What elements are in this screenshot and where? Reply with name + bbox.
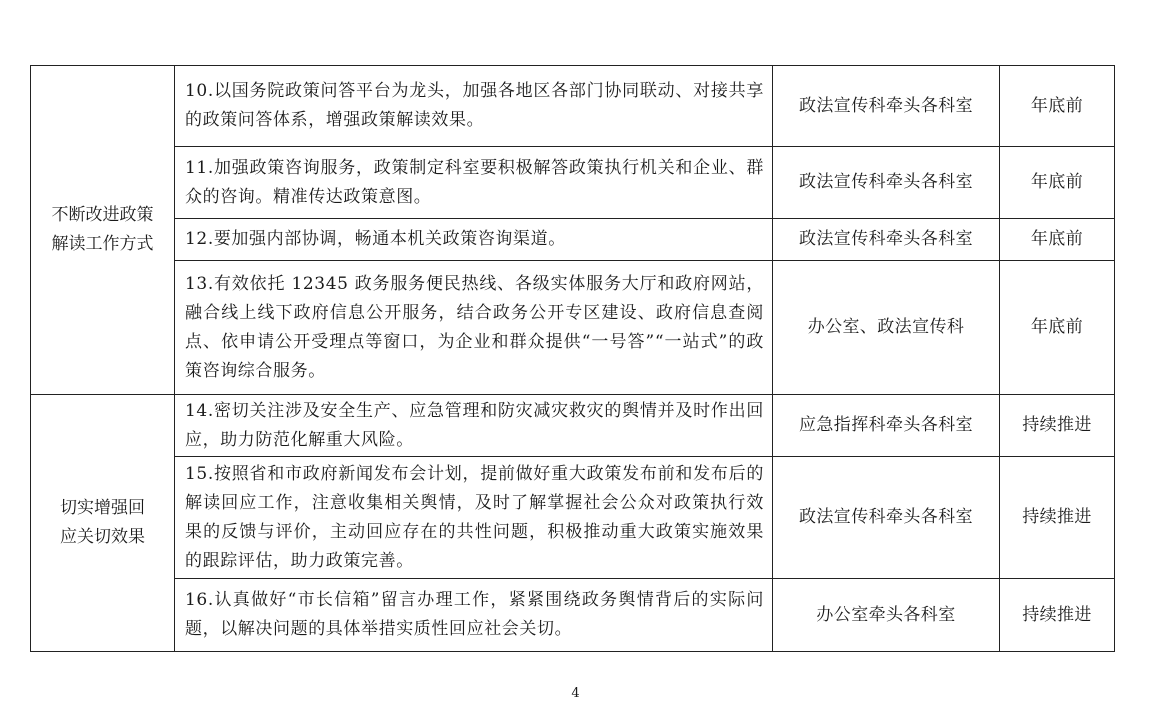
task-table (30, 65, 1115, 652)
deadline-cell: 年底前 (1000, 66, 1115, 147)
deadline-cell: 年底前 (1000, 219, 1115, 261)
dept-cell: 应急指挥科牵头各科室 (773, 395, 1000, 457)
deadline-cell: 年底前 (1000, 147, 1115, 219)
task-cell: 14.密切关注涉及安全生产、应急管理和防灾减灾救灾的舆情并及时作出回应，助力防范化解重大风险。 (175, 395, 773, 457)
table-row (31, 147, 1115, 219)
table-row (31, 66, 1115, 147)
task-cell: 16.认真做好“市长信箱”留言办理工作，紧紧围绕政务舆情背后的实际问题，以解决问题的具体举措实质性回应社会关切。 (175, 579, 773, 652)
table-row (31, 219, 1115, 261)
deadline-cell: 持续推进 (1000, 457, 1115, 579)
dept-cell: 政法宣传科牵头各科室 (773, 219, 1000, 261)
dept-cell: 政法宣传科牵头各科室 (773, 457, 1000, 579)
dept-cell: 办公室、政法宣传科 (773, 261, 1000, 395)
task-cell: 13.有效依托 12345 政务服务便民热线、各级实体服务大厅和政府网站，融合线上线下政府信息公开服务，结合政务公开专区建设、政府信息查阅点、依申请公开受理点等窗口，为企业和群众提供“一号答”“一站式”的政策咨询综合服务。 (175, 261, 773, 395)
table-row (31, 395, 1115, 457)
category-cell-improve-interpretation (31, 66, 175, 395)
category-line: 切实增强回 (60, 498, 145, 518)
deadline-cell: 年底前 (1000, 261, 1115, 395)
dept-cell: 政法宣传科牵头各科室 (773, 66, 1000, 147)
page-number: 4 (571, 686, 580, 701)
task-cell: 15.按照省和市政府新闻发布会计划，提前做好重大政策发布前和发布后的解读回应工作，注意收集相关舆情，及时了解掌握社会公众对政策执行效果的反馈与评价，主动回应存在的共性问题，积极推动重大政策实施效果的跟踪评估，助力政策完善。 (175, 457, 773, 579)
dept-cell: 政法宣传科牵头各科室 (773, 147, 1000, 219)
deadline-cell: 持续推进 (1000, 395, 1115, 457)
table-row (31, 579, 1115, 652)
task-cell: 11.加强政策咨询服务，政策制定科室要积极解答政策执行机关和企业、群众的咨询。精准传达政策意图。 (175, 147, 773, 219)
table-row (31, 261, 1115, 395)
task-cell: 10.以国务院政策问答平台为龙头，加强各地区各部门协同联动、对接共享的政策问答体系，增强政策解读效果。 (175, 66, 773, 147)
category-line: 解读工作方式 (51, 234, 154, 254)
task-cell: 12.要加强内部协调，畅通本机关政策咨询渠道。 (175, 219, 773, 261)
category-line: 不断改进政策 (51, 205, 154, 225)
dept-cell: 办公室牵头各科室 (773, 579, 1000, 652)
table-row (31, 457, 1115, 579)
category-line: 应关切效果 (60, 527, 145, 547)
deadline-cell: 持续推进 (1000, 579, 1115, 652)
category-cell-enhance-response (31, 395, 175, 652)
